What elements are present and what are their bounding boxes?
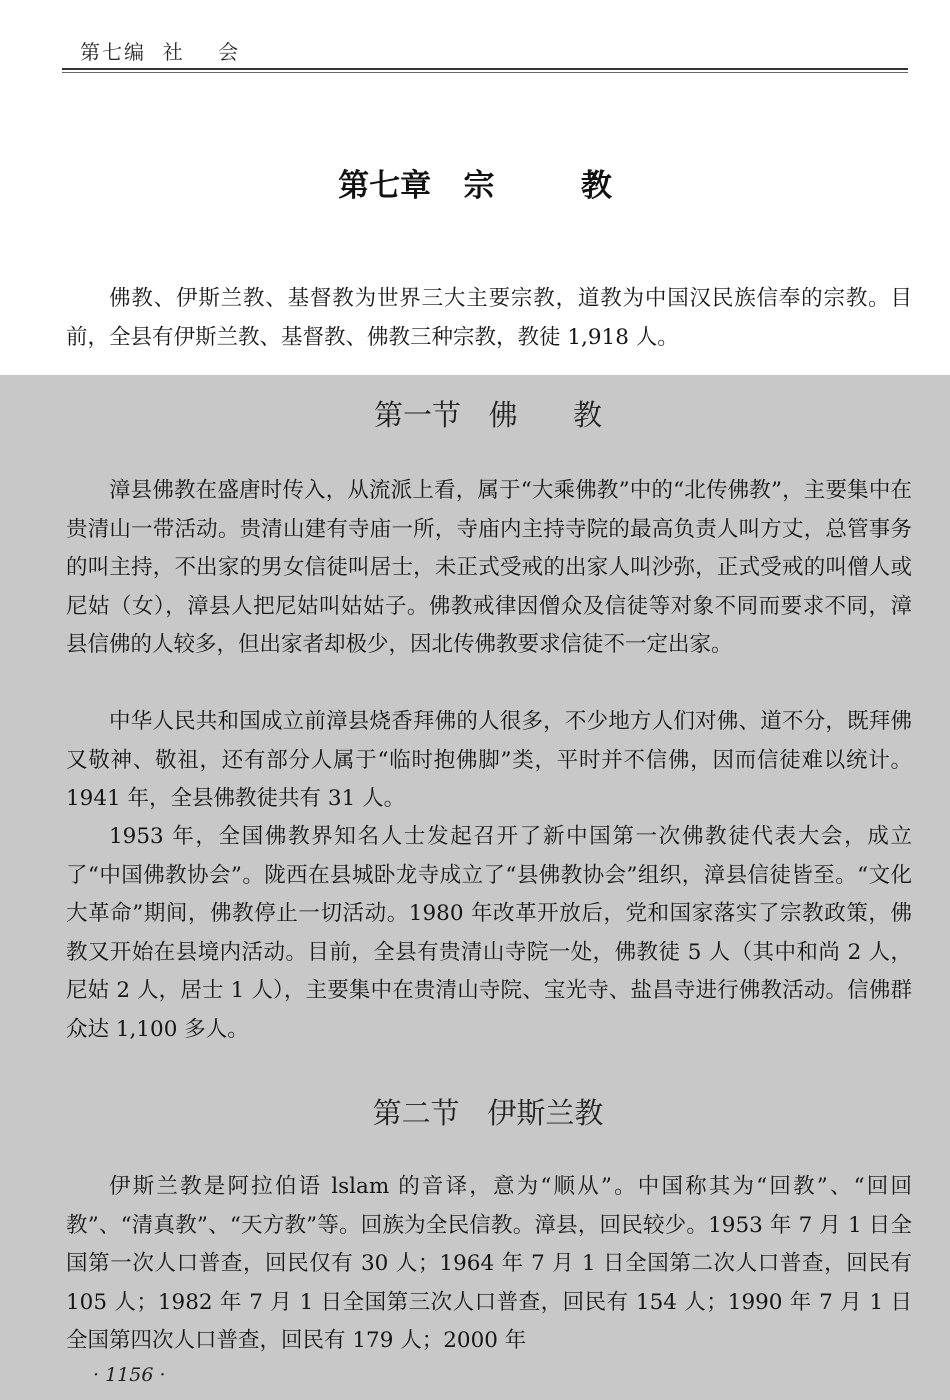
header-rule [62,68,908,70]
section-title-buddhism: 第一节 佛 教 [374,398,602,432]
islam-paragraph-1: 伊斯兰教是阿拉伯语 lslam 的音译，意为“顺从”。中国称其为“回教”、“回回教”、“清真教”、“天方教”等。回族为全民信教。漳县，回民较少。1953 年 7 月 1 日全国第一次人口普查，回民仅有 30 人；1964 年 7 月 1 日全国第二次人口普查，回民有 105 人；1982 年 7 月 1 日全国第三次人口普查，回民有 154 人；1990 年 7 月 1 日全国第四次人口普查，回民有 179 人；2000 年 [66,1174,912,1353]
running-head: 第七编 社 会 [80,40,241,64]
page-number: · 1156 · [93,1364,166,1386]
header-rule-thin [62,72,908,73]
chapter-title: 第七章 宗 教 [338,168,612,204]
buddhism-paragraph-1: 漳县佛教在盛唐时传入，从流派上看，属于“大乘佛教”中的“北传佛教”，主要集中在贵清山一带活动。贵清山建有寺庙一所，寺庙内主持寺院的最高负责人叫方丈，总管事务的叫主持，不出家的男女信徒叫居士，未正式受戒的出家人叫沙弥，正式受戒的叫僧人或尼姑（女），漳县人把尼姑叫姑姑子。佛教戒律因僧众及信徒等对象不同而要求不同，漳县信佛的人较多，但出家者却极少，因北传佛教要求信徒不一定出家。 [66,478,912,657]
section-title-islam: 第二节 伊斯兰教 [372,1096,604,1130]
buddhism-paragraph-3: 1953 年，全国佛教界知名人士发起召开了新中国第一次佛教徒代表大会，成立了“中国佛教协会”。陇西在县城卧龙寺成立了“县佛教协会”组织，漳县信徒皆至。“文化大革命”期间，佛教停止一切活动。1980 年改革开放后，党和国家落实了宗教政策，佛教又开始在县境内活动。目前，全县有贵清山寺院一处，佛教徒 5 人（其中和尚 2 人，尼姑 2 人，居士 1 人），主要集中在贵清山寺院、宝光寺、盐昌寺进行佛教活动。信佛群众达 1,100 多人。 [66,824,912,1042]
intro-paragraph: 佛教、伊斯兰教、基督教为世界三大主要宗教，道教为中国汉民族信奉的宗教。目前，全县有伊斯兰教、基督教、佛教三种宗教，教徒 1,918 人。 [66,286,912,350]
buddhism-paragraph-2: 中华人民共和国成立前漳县烧香拜佛的人很多，不少地方人们对佛、道不分，既拜佛又敬神、敬祖，还有部分人属于“临时抱佛脚”类，平时并不信佛，因而信徒难以统计。1941 年，全县佛教徒共有 31 人。 [66,709,912,811]
